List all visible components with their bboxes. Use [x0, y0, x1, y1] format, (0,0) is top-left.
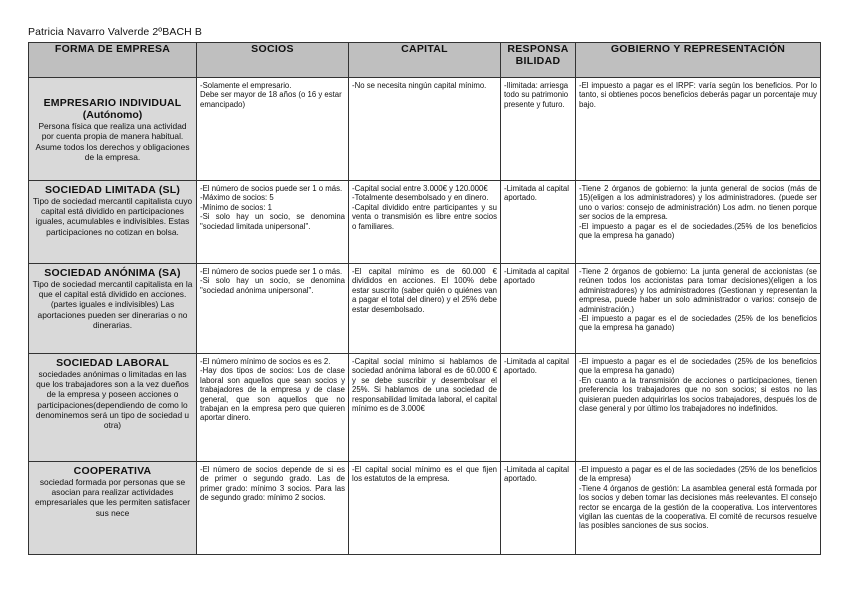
gobierno-cell	[576, 78, 821, 181]
capital-line: -No se necesita ningún capital mínimo.	[352, 81, 487, 90]
header-forma: FORMA DE EMPRESA	[29, 43, 197, 78]
capital-line: -Capital social mínimo si hablamos de sociedad anónima laboral es de 60.000 € y se debe suscribir y desembolsar el 25%. Si hablamos de una sociedad de responsabilidad limitada laboral, el capital mínimo es de 3.000€	[352, 357, 497, 414]
header-capital: CAPITAL	[349, 43, 501, 78]
forma-title: SOCIEDAD ANÓNIMA (SA)	[44, 267, 181, 279]
gobierno-line: -El impuesto a pagar es el de las sociedades (25% de los beneficios de la empresa)	[579, 465, 817, 484]
gobierno-cell	[576, 181, 821, 264]
capital-cell	[349, 264, 501, 354]
forma-description: sociedad formada por personas que se asocian para realizar actividades empresariales que les permiten satisfacer sus nece	[34, 477, 190, 518]
gobierno-line: -Tiene 2 órganos de gobierno: La junta general de accionistas (se reúnen todos los accionistas para tomar decisiones)(eligen a los administradores) y los administradores (Gestionan y representan la empresa, puede haber un solo administrador o varios: consejo de administración.)	[579, 267, 817, 314]
author-line: Patricia Navarro Valverde 2ºBACH B	[28, 26, 202, 38]
socios-line: -Si solo hay un socio, se denomina "sociedad limitada unipersonal".	[200, 212, 345, 231]
socios-line: -El número mínimo de socios es es 2.	[200, 357, 331, 366]
forma-description: Tipo de sociedad mercantil capitalista cuyo capital está dividido en participaciones iguales, acumulables e indivisibles. Estas participaciones no cotizan en bolsa.	[32, 196, 193, 237]
forma-cell-empresario	[29, 78, 197, 181]
gobierno-cell	[576, 462, 821, 555]
socios-line: -Mínimo de socios: 1	[200, 202, 272, 212]
responsabilidad-cell	[501, 78, 576, 181]
responsabilidad-line: -Limitada al capital aportado.	[504, 357, 570, 376]
responsabilidad-line: -Limitada al capital aportado.	[504, 465, 570, 484]
gobierno-line: -El impuesto a pagar es el de sociedades (25% de los beneficios que la empresa ha ganado)	[579, 357, 817, 376]
capital-cell	[349, 462, 501, 555]
forma-title: COOPERATIVA	[73, 465, 152, 477]
capital-cell	[349, 354, 501, 462]
gobierno-line: -El impuesto a pagar es el de sociedades (25% de los beneficios que la empresa ha ganado)	[579, 314, 817, 333]
forma-description: Persona física que realiza una actividad por cuenta propia de manera habitual. Asume todos los derechos y obligaciones de la empresa.	[35, 121, 190, 162]
header-responsabilidad: RESPONSA BILIDAD	[501, 43, 576, 78]
socios-cell	[197, 78, 349, 181]
forma-cell-cooperativa	[29, 462, 197, 555]
socios-line: -El número de socios puede ser 1 o más.	[200, 267, 343, 276]
gobierno-line: -El impuesto a pagar es el IRPF: varía según los beneficios. Por lo tanto, si obtienes pocos beneficios deberás pagar un porcentaje muy bajo.	[579, 81, 817, 109]
responsabilidad-line: -Ilimitada: arriesga todo su patrimonio presente y futuro.	[504, 81, 569, 109]
forma-description: Tipo de sociedad mercantil capitalista en la que el capital está dividido en acciones. (partes iguales e indivisibles) Las aportaciones pueden ser dinerarias o no dinerarias.	[32, 279, 193, 330]
socios-cell	[197, 354, 349, 462]
gobierno-line: -En cuanto a la transmisión de acciones o participaciones, tienen preferencia los trabajadores que no son socios; si estos no las quisieran pueden adquirirlas los socios trabajadores, después los de clase general y por último los trabajadores no indefinidos.	[579, 375, 817, 414]
socios-line: Debe ser mayor de 18 años (o 16 y estar emancipado)	[200, 90, 342, 109]
header-gobierno: GOBIERNO Y REPRESENTACIÓN	[576, 43, 821, 78]
socios-cell	[197, 181, 349, 264]
forma-title: EMPRESARIO INDIVIDUAL	[43, 97, 182, 110]
responsabilidad-cell	[501, 264, 576, 354]
socios-line: -Hay dos tipos de socios: Los de clase laboral son aquellos que sean socios y trabajadores de la empresa y de clase general, que son aquellos que no trabajan en la empresa pero que quieren aportar dinero.	[200, 366, 345, 423]
responsabilidad-line: -Limitada al capital aportado	[504, 267, 570, 286]
forma-cell-sa	[29, 264, 197, 354]
forma-cell-laboral	[29, 354, 197, 462]
socios-line: -El número de socios puede ser 1 o más.	[200, 184, 343, 193]
responsabilidad-cell	[501, 354, 576, 462]
table-header-row	[29, 43, 821, 78]
forma-cell-sl	[29, 181, 197, 264]
table-row	[29, 181, 821, 264]
responsabilidad-cell	[501, 462, 576, 555]
gobierno-cell	[576, 264, 821, 354]
socios-line: -El número de socios depende de si es de primer o segundo grado. Las de primer grado: mínimo 3 socios. Para las de segundo grado: mínimo 2 socios.	[200, 465, 345, 503]
socios-cell	[197, 462, 349, 555]
table-row	[29, 462, 821, 555]
table-row	[29, 78, 821, 181]
responsabilidad-line: -Limitada al capital aportado.	[504, 184, 570, 203]
capital-cell	[349, 181, 501, 264]
header-socios: SOCIOS	[197, 43, 349, 78]
capital-line: -El capital social mínimo es el que fijen los estatutos de la empresa.	[352, 465, 497, 484]
socios-line: -Si solo hay un socio, se denomina "sociedad anónima unipersonal".	[200, 276, 345, 295]
forma-title: SOCIEDAD LABORAL	[56, 357, 169, 369]
socios-line: -Máximo de socios: 5	[200, 193, 274, 203]
capital-line: -El capital mínimo es de 60.000 € divididos en acciones. El 100% debe estar suscrito (saber quién o quiénes van a pagar el total del dinero) y el 25% debe estar desembolsado.	[352, 267, 497, 314]
table-row	[29, 264, 821, 354]
table-row	[29, 354, 821, 462]
gobierno-cell	[576, 354, 821, 462]
socios-cell	[197, 264, 349, 354]
capital-line: -Capital dividido entre participantes y su venta o transmisión es libre entre socios o familiares.	[352, 202, 497, 231]
business-forms-table	[28, 42, 821, 555]
socios-line: -Solamente el empresario.	[200, 81, 292, 90]
capital-line: -Capital social entre 3.000€ y 120.000€	[352, 184, 488, 193]
gobierno-line: -Tiene 4 órganos de gestión: La asamblea general está formada por los socios y deben tomar las decisiones más reelevantes. El consejo rector se encarga de la gestión de la cooperativa. Los interventores vigilan las cuentas de la cooperativa. El comité de recursos resuelve las posibles sanciones de sus socios.	[579, 483, 817, 531]
gobierno-line: -Tiene 2 órganos de gobierno: la junta general de socios (más de 15)(eligen a los administradores) y los administradores. (puede ser uno o varios: consejo de administración) Los adm. no tienen porque ser socios de la empresa.	[579, 184, 817, 222]
responsabilidad-cell	[501, 181, 576, 264]
gobierno-line: -El impuesto a pagar es el de sociedades.(25% de los beneficios que la empresa ha ganado)	[579, 221, 817, 241]
capital-line: -Totalmente desembolsado y en dinero.	[352, 193, 489, 203]
forma-description: sociedades anónimas o limitadas en las que los trabajadores son a la vez dueños de la empresa y poseen acciones o participaciones(dependiendo de como lo denominemos será un tipo de sociedad u otra)	[35, 369, 190, 431]
capital-cell	[349, 78, 501, 181]
forma-subtitle: (Autónomo)	[82, 109, 143, 122]
forma-title: SOCIEDAD LIMITADA (SL)	[44, 184, 181, 196]
